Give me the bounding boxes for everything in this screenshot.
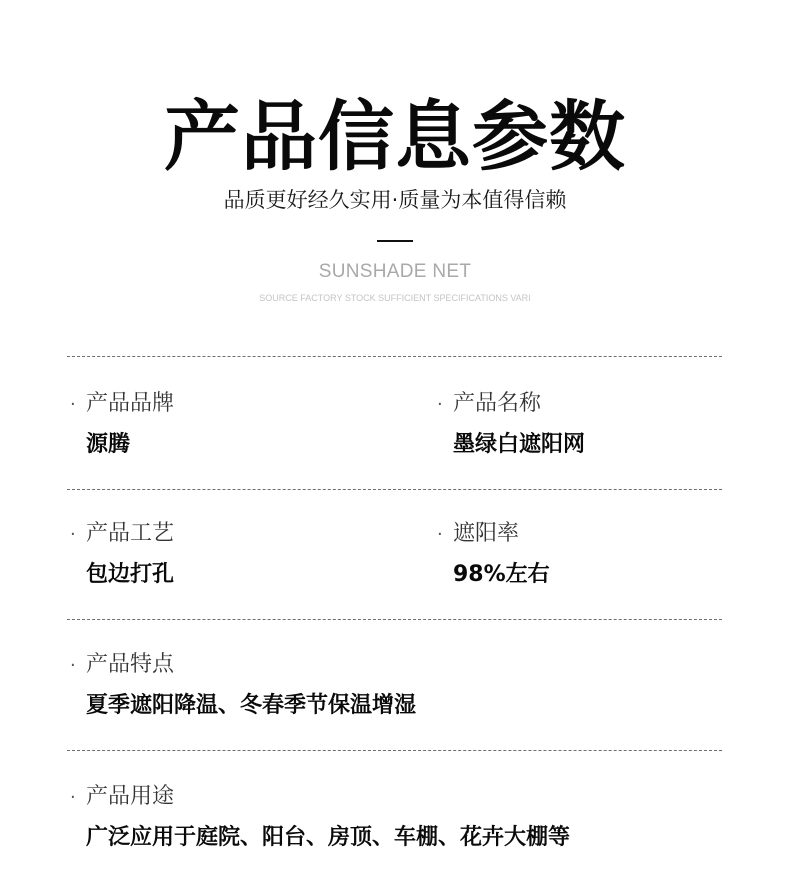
field-name [437, 389, 585, 460]
bullet-dot: · [437, 394, 443, 415]
field-label [70, 782, 570, 813]
field-usage [70, 782, 570, 853]
section-divider [67, 619, 722, 620]
field-label [70, 389, 174, 420]
field-brand [70, 389, 174, 460]
field-label-text: 产品特点 [86, 652, 175, 677]
bullet-dot: · [70, 524, 76, 545]
field-label [437, 389, 585, 420]
bullet-dot: · [70, 655, 76, 676]
field-value: 广泛应用于庭院、阳台、房顶、车棚、花卉大棚等 [86, 825, 571, 850]
field-shade-rate [437, 519, 550, 590]
field-features [70, 650, 416, 721]
field-value: 包边打孔 [86, 562, 175, 587]
field-value: 夏季遮阳降温、冬春季节保温增湿 [86, 693, 417, 718]
page-title: 产品信息参数 [164, 92, 626, 181]
bullet-dot: · [70, 787, 76, 808]
field-label-text: 产品工艺 [86, 521, 175, 546]
field-label [70, 519, 174, 550]
bullet-dot: · [70, 394, 76, 415]
field-label [70, 650, 416, 681]
section-divider [67, 750, 722, 751]
field-label-text: 产品用途 [86, 784, 175, 809]
field-value: 98%左右 [453, 562, 550, 587]
field-label-text: 产品品牌 [86, 391, 175, 416]
field-craft [70, 519, 174, 590]
field-label-text: 遮阳率 [453, 521, 520, 546]
field-value: 墨绿白遮阳网 [453, 432, 586, 457]
field-value: 源腾 [86, 432, 131, 457]
section-divider [67, 356, 722, 357]
english-subtitle: SOURCE FACTORY STOCK SUFFICIENT SPECIFICATIONS VARI [259, 293, 531, 303]
section-divider [67, 489, 722, 490]
field-label [437, 519, 550, 550]
english-title: SUNSHADE NET [318, 261, 472, 282]
field-label-text: 产品名称 [453, 391, 542, 416]
bullet-dot: · [437, 524, 443, 545]
page-subtitle: 品质更好经久实用·质量为本值得信赖 [223, 188, 567, 212]
title-underline [377, 240, 413, 242]
